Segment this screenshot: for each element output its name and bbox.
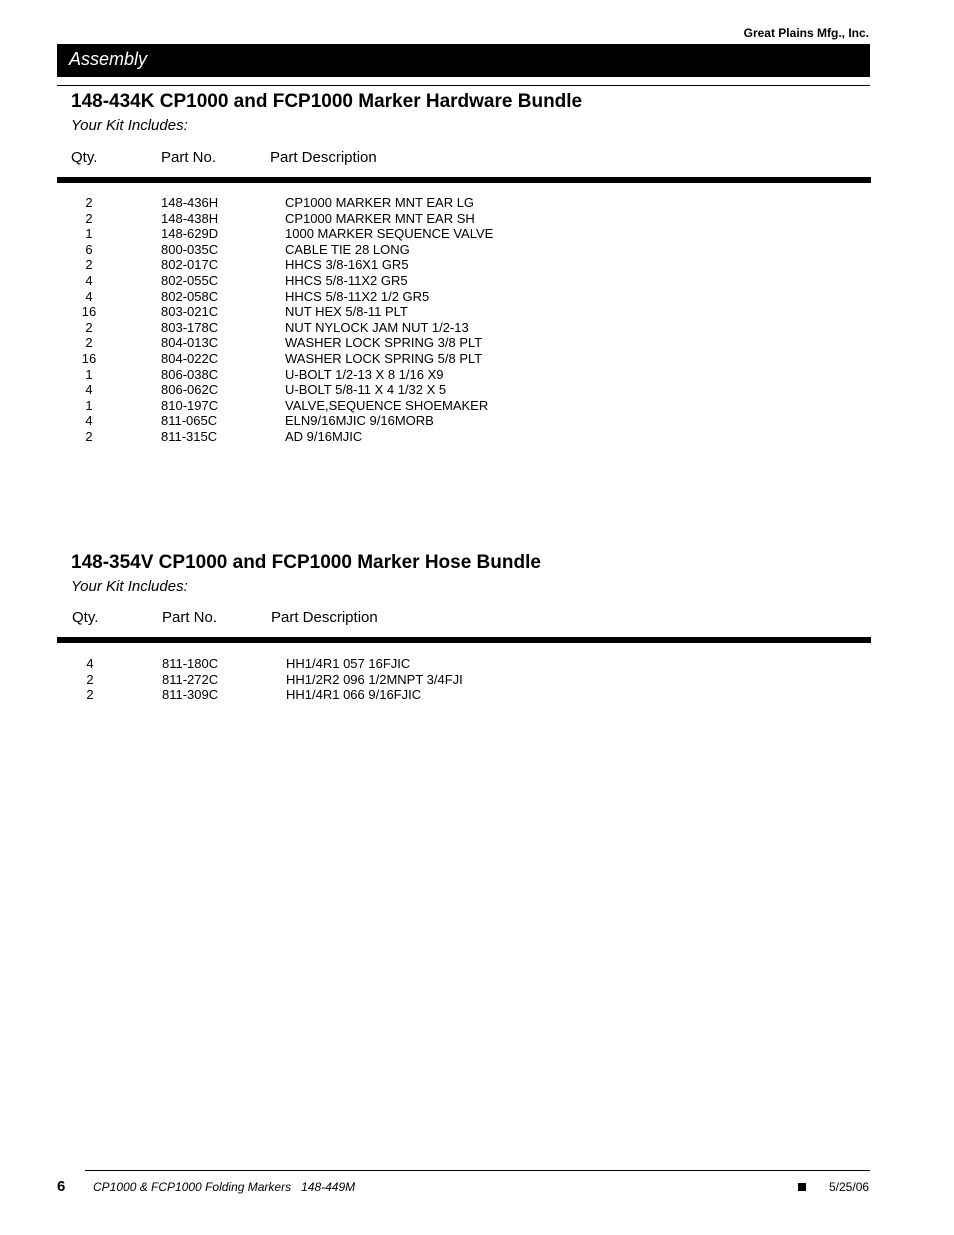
table-row [0, 429, 954, 445]
kit-includes-label: Your Kit Includes: [71, 117, 188, 134]
table-row [0, 320, 954, 336]
table-row [0, 398, 954, 414]
part-description-cell: WASHER LOCK SPRING 5/8 PLT [285, 350, 483, 366]
qty-cell: 4 [86, 656, 94, 671]
part-description-cell: VALVE,SEQUENCE SHOEMAKER [285, 397, 489, 413]
table-row [0, 242, 954, 258]
table-row [0, 656, 954, 672]
column-header-part-no: Part No. [162, 609, 218, 626]
qty-cell: 2 [86, 671, 94, 687]
part-number-cell: 802-017C [161, 257, 219, 273]
table-row [0, 195, 954, 211]
qty-cell: 2 [85, 210, 93, 226]
part-description-cell: ELN9/16MJIC 9/16MORB [285, 413, 434, 429]
part-number-cell: 811-065C [161, 413, 218, 429]
qty-cell: 1 [85, 397, 93, 413]
part-number-cell: 811-272C [162, 671, 219, 687]
part-description-cell: CABLE TIE 28 LONG [285, 241, 410, 257]
company-name: Great Plains Mfg., Inc. [743, 26, 869, 40]
qty-cell: 2 [85, 195, 93, 210]
part-number-cell: 811-309C [162, 687, 219, 703]
column-header-qty: Qty. [72, 609, 99, 626]
qty-cell: 2 [85, 319, 93, 335]
page-number: 6 [57, 1178, 66, 1195]
part-number-cell: 806-062C [161, 382, 219, 398]
part-description-cell: HH1/4R1 057 16FJIC [286, 656, 411, 671]
part-number-cell: 810-197C [161, 397, 219, 413]
part-description-cell: HHCS 5/8-11X2 GR5 [285, 272, 408, 288]
part-number-cell: 803-178C [161, 319, 219, 335]
table-row [0, 413, 954, 429]
table-row [0, 351, 954, 367]
qty-cell: 4 [85, 413, 93, 429]
bundle-title: 148-354V CP1000 and FCP1000 Marker Hose Bundle [71, 552, 541, 573]
table-row [0, 687, 954, 703]
table-row [0, 257, 954, 273]
table-header-rule [57, 637, 871, 643]
header-rule [57, 85, 870, 86]
part-number-cell: 148-436H [161, 195, 219, 210]
parts-list [0, 656, 954, 703]
qty-cell: 2 [85, 428, 93, 444]
part-number-cell: 804-013C [161, 335, 219, 351]
table-row [0, 367, 954, 383]
table-row [0, 273, 954, 289]
part-description-cell: 1000 MARKER SEQUENCE VALVE [285, 226, 494, 242]
part-description-cell: HH1/2R2 096 1/2MNPT 3/4FJI [286, 671, 463, 687]
footer-rule [85, 1170, 870, 1171]
part-number-cell: 802-058C [161, 288, 219, 304]
qty-cell: 4 [85, 272, 93, 288]
qty-cell: 6 [85, 241, 93, 257]
qty-cell: 2 [85, 335, 93, 351]
part-description-cell: AD 9/16MJIC [285, 428, 363, 444]
bundle-title: 148-434K CP1000 and FCP1000 Marker Hardware Bundle [71, 91, 583, 112]
part-description-cell: NUT HEX 5/8-11 PLT [285, 304, 408, 320]
part-description-cell: HH1/4R1 066 9/16FJIC [286, 687, 422, 703]
part-description-cell: NUT NYLOCK JAM NUT 1/2-13 [285, 319, 469, 335]
table-row [0, 304, 954, 320]
table-row [0, 335, 954, 351]
part-number-cell: 800-035C [161, 241, 219, 257]
qty-cell: 2 [85, 257, 93, 273]
column-header-part-no: Part No. [161, 149, 217, 166]
square-bullet-icon [798, 1183, 806, 1191]
part-number-cell: 811-180C [162, 656, 219, 671]
part-description-cell: CP1000 MARKER MNT EAR LG [285, 195, 475, 210]
qty-cell: 16 [81, 350, 97, 366]
part-number-cell: 806-038C [161, 366, 219, 382]
part-description-cell: HHCS 3/8-16X1 GR5 [285, 257, 409, 273]
part-number-cell: 804-022C [161, 350, 219, 366]
document-title: CP1000 & FCP1000 Folding Markers 148-449M [93, 1180, 356, 1194]
revision-date: 5/25/06 [829, 1180, 870, 1194]
part-number-cell: 803-021C [161, 304, 219, 320]
column-header-part-description: Part Description [271, 609, 378, 626]
qty-cell: 4 [85, 382, 93, 398]
section-header-bar [57, 44, 870, 77]
table-row [0, 289, 954, 305]
section-title: Assembly [69, 49, 148, 69]
table-row [0, 226, 954, 242]
table-row [0, 211, 954, 227]
table-header-rule [57, 177, 871, 183]
qty-cell: 2 [86, 687, 94, 703]
part-number-cell: 802-055C [161, 272, 219, 288]
part-number-cell: 811-315C [161, 428, 218, 444]
part-number-cell: 148-438H [161, 210, 219, 226]
table-row [0, 672, 954, 688]
kit-includes-label: Your Kit Includes: [71, 578, 188, 595]
part-description-cell: U-BOLT 5/8-11 X 4 1/32 X 5 [285, 382, 447, 398]
part-description-cell: HHCS 5/8-11X2 1/2 GR5 [285, 288, 430, 304]
qty-cell: 4 [85, 288, 93, 304]
part-number-cell: 148-629D [161, 226, 219, 242]
part-description-cell: CP1000 MARKER MNT EAR SH [285, 210, 475, 226]
part-description-cell: U-BOLT 1/2-13 X 8 1/16 X9 [285, 366, 444, 382]
column-header-part-description: Part Description [270, 149, 377, 166]
table-row [0, 382, 954, 398]
qty-cell: 1 [85, 226, 93, 242]
column-header-qty: Qty. [71, 149, 98, 166]
parts-list [0, 195, 954, 445]
qty-cell: 16 [81, 304, 97, 320]
part-description-cell: WASHER LOCK SPRING 3/8 PLT [285, 335, 483, 351]
qty-cell: 1 [85, 366, 93, 382]
